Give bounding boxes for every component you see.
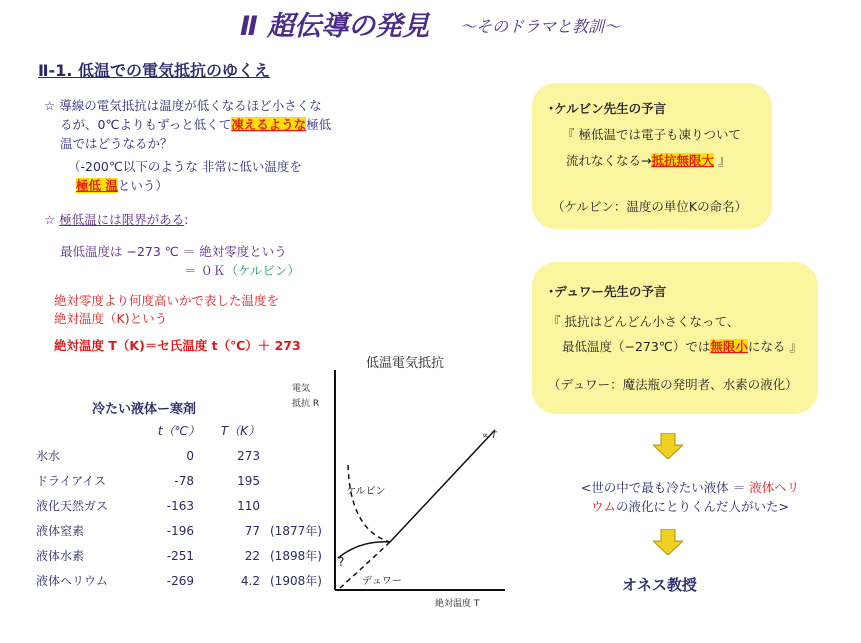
row-kelvin: 273 xyxy=(237,448,260,463)
kelvin-box-note: （ケルビン：温度の単位Kの命名） xyxy=(552,199,748,214)
section-heading: Ⅱ-1. 低温での電気抵抗のゆくえ xyxy=(38,61,270,80)
row-celsius: -196 xyxy=(166,523,194,538)
liquid-helium-red-2: ウム xyxy=(591,499,616,514)
intro-line3: 温ではどうなるか？ xyxy=(60,136,173,151)
star-icon: ☆ xyxy=(44,212,56,227)
table-row xyxy=(36,543,324,568)
page-subtitle: ～そのドラマと教訓～ xyxy=(460,17,621,36)
row-name: 液化天然ガス xyxy=(36,499,109,513)
dewar-prediction-box xyxy=(532,262,818,414)
star-icon: ☆ xyxy=(44,98,56,113)
abs-def-line1: 絶対零度より何度高いかで表した温度を xyxy=(54,293,280,308)
dewar-box-line2-post: になる 』 xyxy=(747,339,802,354)
kelvin-curve xyxy=(348,465,390,542)
row-kelvin: 77 xyxy=(244,523,260,538)
col-header-celsius: t（℃） xyxy=(157,424,200,438)
question-label: ? xyxy=(338,555,345,569)
table-header-row xyxy=(36,418,324,443)
limit-colon: : xyxy=(184,212,189,227)
intro-line2: るが、0℃よりもずっと低くて xyxy=(60,117,232,132)
limit-heading xyxy=(44,210,188,228)
intro-note2: という） xyxy=(117,178,168,193)
kelvin-word: （ケルビン） xyxy=(225,263,300,278)
coolant-table xyxy=(36,418,324,593)
absolute-temp-definition xyxy=(54,292,279,328)
resistance-graph xyxy=(290,370,510,615)
intro-note1: （-200℃以下のような 非常に低い温度を xyxy=(68,159,302,174)
kelvin-prediction-box xyxy=(532,83,772,229)
row-year: (1877年) xyxy=(270,524,322,538)
row-celsius: 0 xyxy=(186,448,194,463)
row-name: 氷水 xyxy=(36,449,61,463)
row-kelvin: 110 xyxy=(237,498,260,513)
down-arrow-icon xyxy=(653,529,683,555)
row-year: (1908年) xyxy=(270,574,322,588)
absolute-zero-line: 最低温度は −273 ℃ ＝ 絶対零度という xyxy=(60,244,287,259)
linear-resistance-line xyxy=(390,430,495,542)
row-kelvin: 22 xyxy=(244,548,260,563)
kelvin-box-line1: 『 極低温では電子も凍りついて xyxy=(562,127,741,142)
page-title: Ⅱ 超伝導の発見 xyxy=(240,11,430,42)
dewar-box-line2: 最低温度（−273℃）では xyxy=(562,339,711,354)
abs-def-line2: 絶対温度（K)という xyxy=(54,311,168,326)
intro-line2-post: 極低 xyxy=(306,117,332,132)
kelvin-box-line2: 流れなくなる→ xyxy=(566,153,652,168)
liquid-helium-red-1: 液体ヘリ xyxy=(749,480,800,495)
graph-ylabel-2: 抵抗 R xyxy=(292,399,320,409)
temperature-formula: 絶対温度 T（K)＝セ氏温度 t（℃）＋ 273 xyxy=(54,338,301,353)
row-name: 液体水素 xyxy=(36,549,85,563)
coolant-table-title: 冷たい液体ー寒剤 xyxy=(92,402,197,417)
dewar-box-line1: 『 抵抗はどんどん小さくなって、 xyxy=(548,314,740,329)
conclusion-text xyxy=(560,478,820,516)
table-row xyxy=(36,568,324,593)
freezing-highlight: 凍えるような xyxy=(231,117,307,132)
col-header-kelvin: T（K） xyxy=(220,424,260,438)
conclusion-line2: の液化にとりくんだ人がいた> xyxy=(615,499,789,514)
conclusion-line1: <世の中で最も冷たい液体 ＝ xyxy=(580,480,750,495)
row-celsius: -78 xyxy=(174,473,194,488)
kelvin-box-title: ･ケルビン先生の予言 xyxy=(548,101,667,116)
table-row xyxy=(36,468,324,493)
row-name: 液体窒素 xyxy=(36,524,85,538)
intro-block xyxy=(44,96,364,195)
row-year: (1898年) xyxy=(270,549,322,563)
zero-kelvin-line xyxy=(184,261,300,279)
kelvin-box-line2-post: 』 xyxy=(714,153,731,168)
row-kelvin: 195 xyxy=(237,473,260,488)
onnes-name: オネス教授 xyxy=(622,576,697,594)
table-row xyxy=(36,493,324,518)
cryogenic-highlight: 極低 温 xyxy=(76,178,118,193)
table-row xyxy=(36,443,324,468)
limit-title: 極低温には限界がある xyxy=(59,212,185,227)
row-celsius: -269 xyxy=(166,573,194,588)
row-name: 液体ヘリウム xyxy=(36,574,108,588)
infinite-resistance-highlight: 抵抗無限大 xyxy=(651,153,714,168)
row-celsius: -163 xyxy=(166,498,194,513)
row-celsius: -251 xyxy=(166,548,194,563)
dewar-box-title: ･デュワー先生の予言 xyxy=(548,284,667,299)
graph-title: 低温電気抵抗 xyxy=(366,356,445,371)
line-label: ∝ T xyxy=(482,431,497,441)
dewar-box-note: （デュワー：魔法瓶の発明者、水素の液化） xyxy=(548,377,798,392)
intro-line1: 導線の電気抵抗は温度が低くなるほど小さくな xyxy=(59,98,322,113)
row-name: ドライアイス xyxy=(36,474,107,488)
graph-ylabel-1: 電気 xyxy=(292,384,311,394)
down-arrow-icon xyxy=(653,433,683,459)
graph-xlabel: 絶対温度 T xyxy=(435,599,480,609)
dewar-label: デュワー xyxy=(362,576,402,587)
row-kelvin: 4.2 xyxy=(240,573,260,588)
infinitesimal-highlight: 無限小 xyxy=(710,339,748,354)
kelvin-label: ケルビン xyxy=(346,486,386,497)
zero-kelvin-value: ＝ ０Ｋ xyxy=(184,263,226,278)
table-row xyxy=(36,518,324,543)
